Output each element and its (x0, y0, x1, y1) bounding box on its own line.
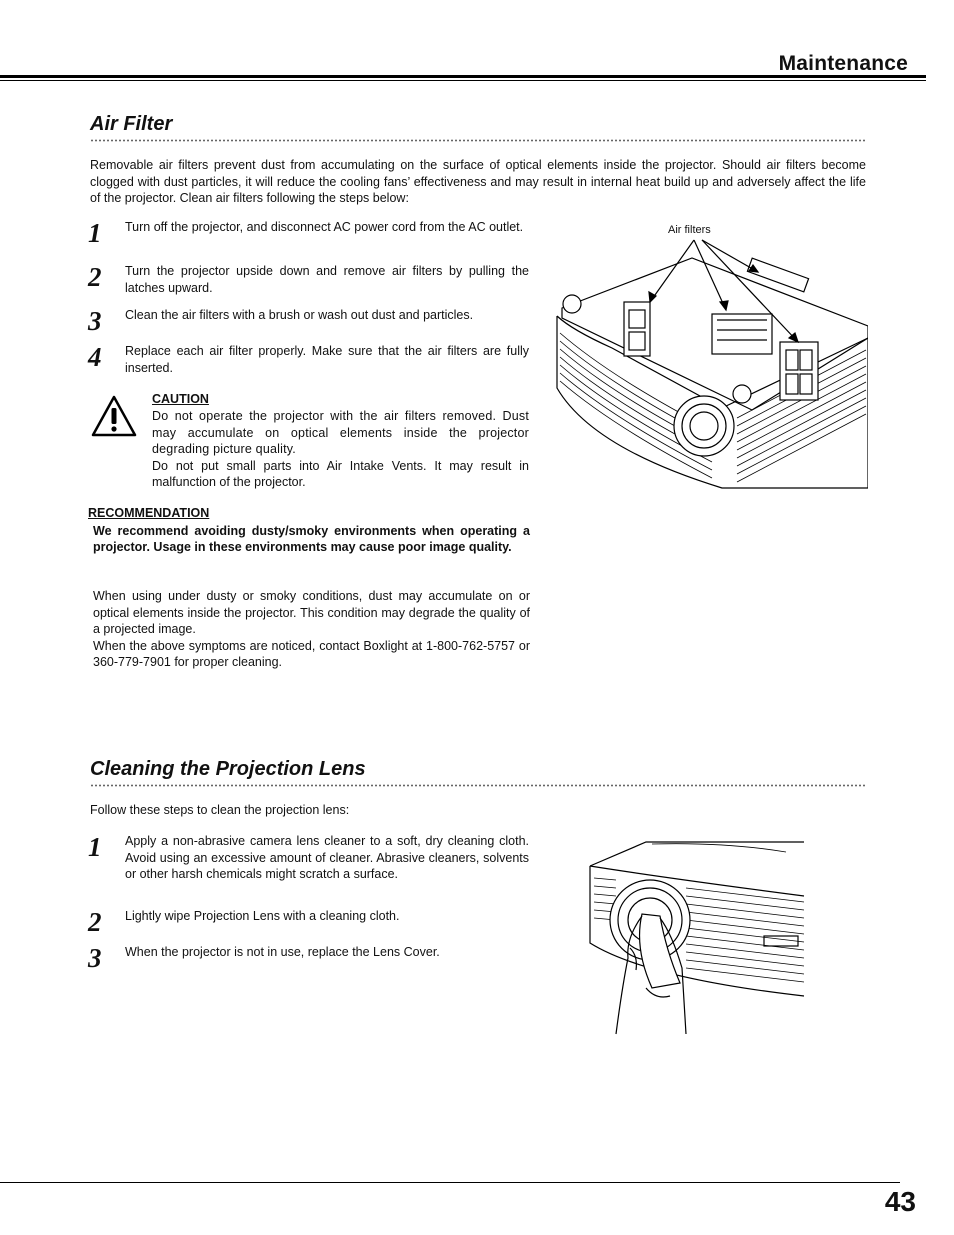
step-text: Turn off the projector, and disconnect AC power cord from the AC outlet. (125, 220, 524, 234)
recommendation-text (93, 588, 530, 671)
step-text: Replace each air filter properly. Make sure that the air filters are fully inserted. (125, 344, 529, 375)
caution-paragraph: Do not operate the projector with the air filters removed. Dust may accumulate on optical elements inside the projector degrading picture quality. (152, 409, 529, 456)
step-number: 4 (88, 342, 102, 372)
recommendation-paragraph: When the above symptoms are noticed, contact Boxlight at 1-800-762-5757 or 360-779-7901 for proper cleaning. (93, 638, 530, 669)
recommendation-paragraph: When using under dusty or smoky conditions, dust may accumulate on or optical elements inside the projector. This condition may degrade the quality of a projected image. (93, 589, 530, 636)
step-text: When the projector is not in use, replace the Lens Cover. (125, 945, 440, 959)
step-text: Apply a non-abrasive camera lens cleaner to a soft, dry cleaning cloth. Avoid using an excessive amount of cleaner. Abrasive cleaners, solvents or other harsh chemicals might scratch a surface. (125, 834, 529, 881)
air-filter-intro: Removable air filters prevent dust from accumulating on the surface of optical elements inside the projector. Should air filters become clogged with dust particles, it will reduce the cooling fans’ effectiveness and may result in internal heat build up and adversely affect the life of the projector. Clean air filters following the steps below: (90, 158, 866, 205)
dotted-divider (90, 784, 866, 787)
footer-rule (0, 1182, 900, 1183)
step-number: 3 (88, 943, 102, 973)
step-number: 3 (88, 306, 102, 336)
lens-cleaning-heading: Cleaning the Projection Lens (90, 758, 366, 780)
recommendation-bold-text: We recommend avoiding dusty/smoky environments when operating a projector. Usage in these environments may cause poor image quality. (93, 524, 530, 554)
header-rule (0, 75, 926, 78)
caution-paragraph: Do not put small parts into Air Intake Vents. It may result in malfunction of the projector. (152, 458, 529, 489)
step-text: Clean the air filters with a brush or wash out dust and particles. (125, 308, 474, 322)
section-header-title: Maintenance (778, 52, 908, 75)
recommendation-heading: RECOMMENDATION (88, 506, 210, 520)
step-text: Turn the projector upside down and remove air filters by pulling the latches upward. (125, 264, 529, 295)
step-number: 2 (88, 907, 102, 937)
air-filters-label: Air filters (668, 224, 711, 236)
header-rule-thin (0, 80, 926, 81)
step-number: 2 (88, 262, 102, 292)
warning-icon (90, 394, 138, 438)
step-number: 1 (88, 218, 102, 248)
air-filter-heading: Air Filter (90, 113, 173, 135)
step-number: 1 (88, 832, 102, 862)
step-text: Lightly wipe Projection Lens with a cleaning cloth. (125, 909, 400, 923)
caution-text (152, 408, 529, 491)
lens-cleaning-illustration (586, 838, 806, 1038)
projector-air-filter-illustration (552, 238, 868, 490)
dotted-divider (90, 139, 866, 142)
caution-heading: CAUTION (152, 392, 209, 406)
page-number: 43 (884, 1186, 916, 1217)
lens-intro: Follow these steps to clean the projection lens: (90, 803, 350, 817)
